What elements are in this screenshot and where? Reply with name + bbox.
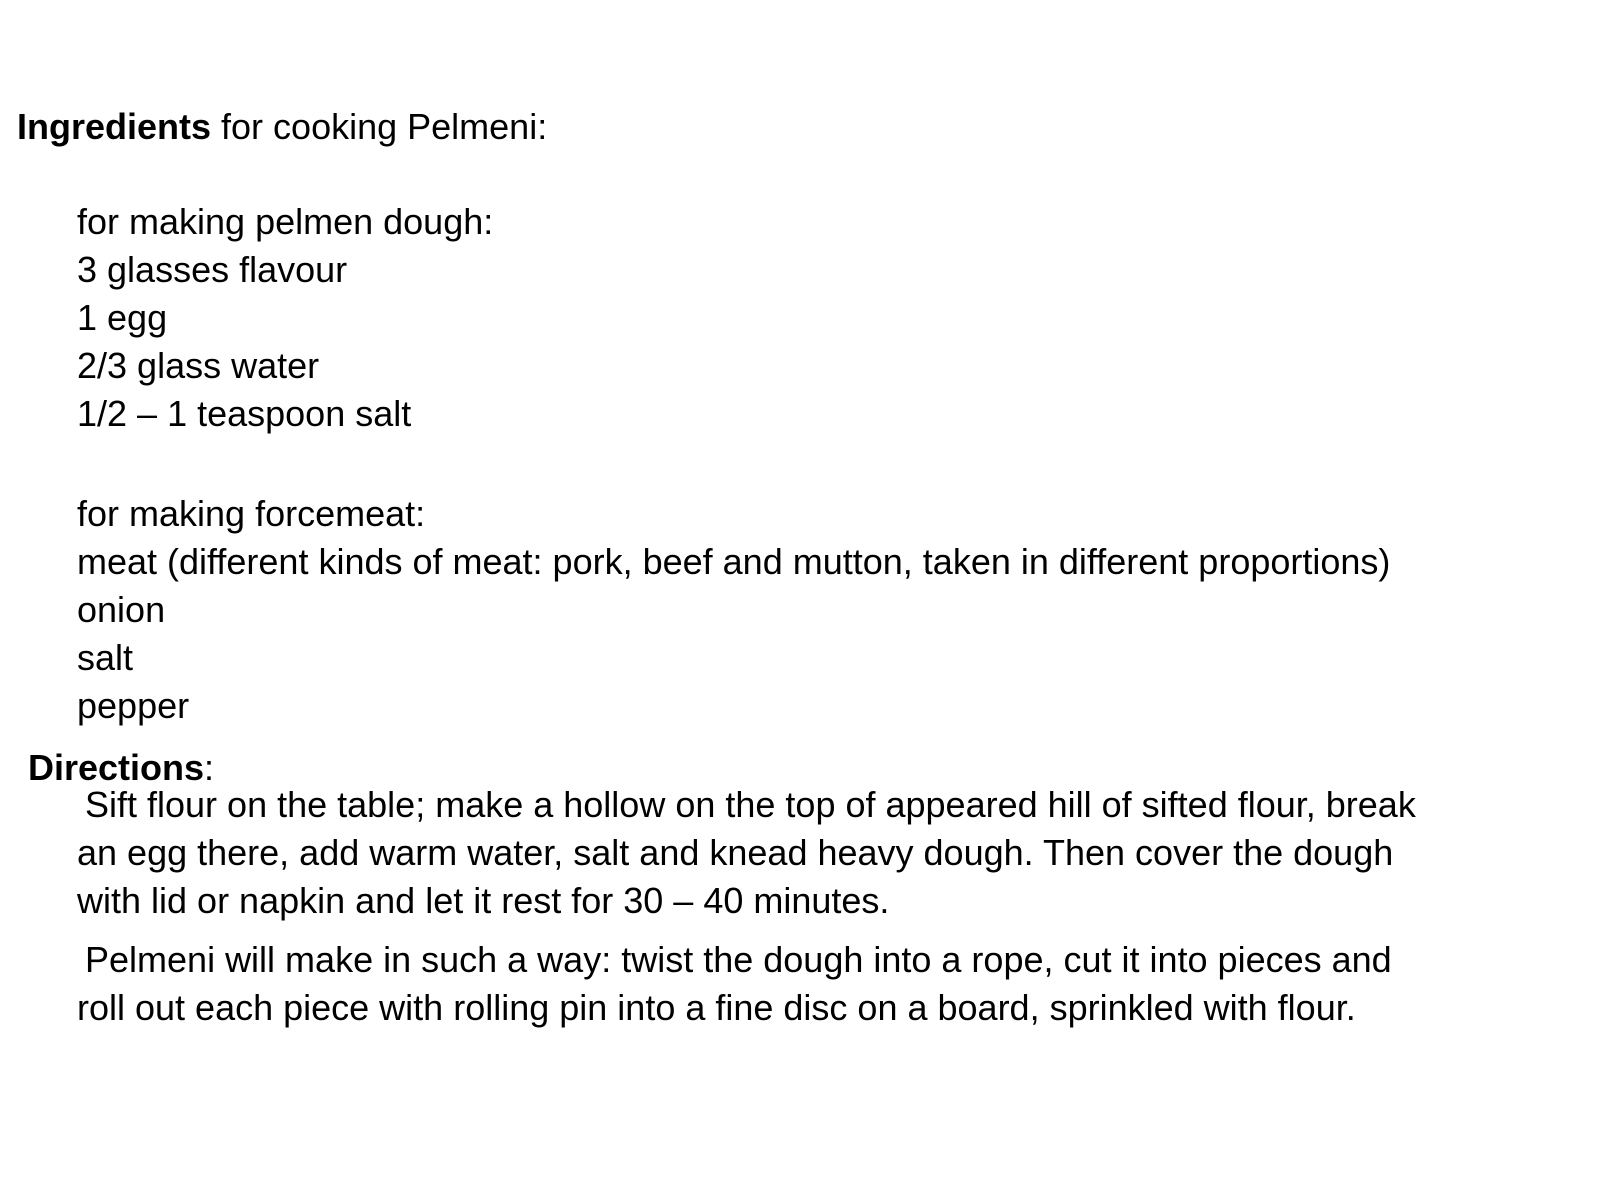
ingredients-heading — [17, 103, 547, 151]
dough-item: 2/3 glass water — [77, 345, 320, 386]
paragraph-line: roll out each piece with rolling pin into a fine disc on a board, sprinkled with flour. — [77, 987, 1356, 1028]
forcemeat-item: onion — [77, 589, 166, 630]
dough-title: for making pelmen dough: — [77, 201, 494, 242]
directions-paragraph — [77, 936, 1577, 1032]
forcemeat-item: pepper — [77, 685, 190, 726]
directions-heading-bold: Directions — [28, 747, 205, 788]
forcemeat-section — [77, 490, 1390, 730]
forcemeat-item: salt — [77, 637, 134, 678]
dough-section — [77, 198, 493, 438]
ingredients-heading-rest: for cooking Pelmeni: — [211, 106, 548, 147]
dough-item: 1 egg — [77, 297, 168, 338]
paragraph-line: Pelmeni will make in such a way: twist the dough into a rope, cut it into pieces and — [85, 939, 1392, 980]
forcemeat-title: for making forcemeat: — [77, 493, 426, 534]
dough-item: 1/2 – 1 teaspoon salt — [77, 393, 412, 434]
directions-heading-rest: : — [204, 747, 215, 788]
dough-item: 3 glasses flavour — [77, 249, 348, 290]
forcemeat-item: meat (different kinds of meat: pork, beef and mutton, taken in different proportions) — [77, 541, 1391, 582]
directions-paragraph — [77, 781, 1577, 925]
ingredients-heading-bold: Ingredients — [17, 106, 212, 147]
paragraph-line: Sift flour on the table; make a hollow on the top of appeared hill of sifted flour, break — [85, 784, 1416, 825]
paragraph-line: an egg there, add warm water, salt and knead heavy dough. Then cover the dough — [77, 832, 1394, 873]
paragraph-line: with lid or napkin and let it rest for 30 – 40 minutes. — [77, 880, 890, 921]
